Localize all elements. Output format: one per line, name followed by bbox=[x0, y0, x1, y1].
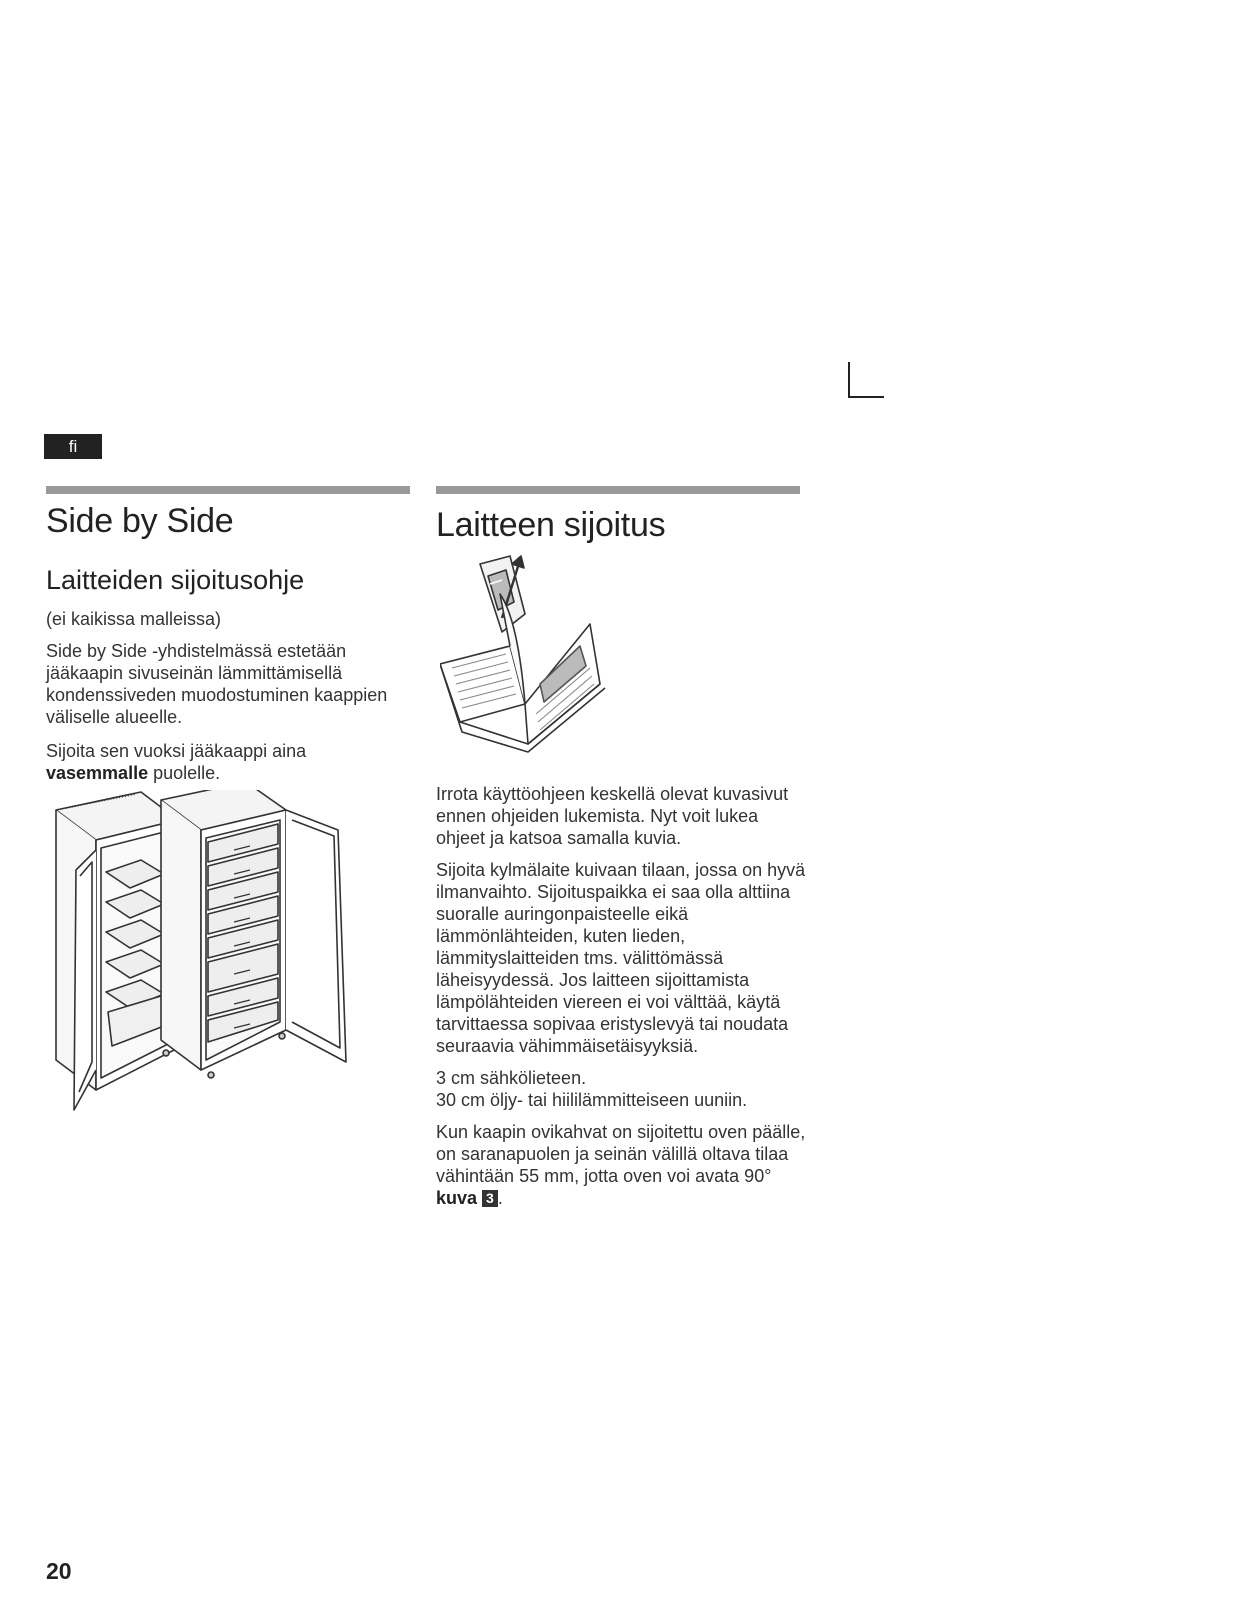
left-column bbox=[46, 496, 410, 784]
paragraph: Kun kaapin ovikahvat on sijoitettu oven päälle, on saranapuolen ja seinän välillä oltava tilaa vähintään 55 mm, jotta oven voi avata 90° kuva 3 . bbox=[436, 1122, 806, 1208]
distance-item: 3 cm sähkölieteen. bbox=[436, 1068, 587, 1088]
language-tag: fi bbox=[44, 434, 102, 459]
right-column bbox=[436, 500, 806, 545]
paragraph: Sijoita sen vuoksi jääkaappi aina vasemmalle puolelle. bbox=[46, 741, 307, 783]
emphasis: vasemmalle bbox=[46, 763, 149, 783]
section-rule-right bbox=[436, 486, 800, 494]
page-number: 20 bbox=[46, 1558, 72, 1584]
paragraph: Sijoita kylmälaite kuivaan tilaan, jossa on hyvä ilmanvaihto. Sijoituspaikka ei saa olla alttiina suoralle auringonpaisteelle eikä lämmönlähteiden, kuten lieden, lämmityslaitteiden tms. välittömässä läheisyydessä. Jos laitteen sijoittamista lämpölähteiden viereen ei voi välttää, käytä tarvittaessa sopivaa eristyslevyä tai noudata seuraavia vähimmäisetäisyyksiä. bbox=[436, 860, 806, 1056]
paragraph: Side by Side -yhdistelmässä estetään jääkaapin sivuseinän lämmittämisellä kondenssiveden muodostuminen kaappien väliselle alueelle. bbox=[46, 641, 388, 727]
section-rule-left bbox=[46, 486, 410, 494]
distance-list bbox=[436, 1067, 806, 1111]
figure-number-badge: 3 bbox=[482, 1190, 498, 1207]
section-subtitle: Laitteiden sijoitusohje bbox=[46, 565, 305, 595]
side-by-side-illustration bbox=[46, 790, 366, 1135]
paragraph: Irrota käyttöohjeen keskellä olevat kuvasivut ennen ohjeiden lukemista. Nyt voit lukea ohjeet ja katsoa samalla kuvia. bbox=[436, 784, 789, 848]
figure-label: kuva bbox=[436, 1188, 478, 1208]
placement-text bbox=[436, 783, 806, 1209]
distance-item: 30 cm öljy- tai hiililämmitteiseen uuniin. bbox=[436, 1090, 748, 1110]
section-title-side-by-side: Side by Side bbox=[46, 502, 234, 540]
model-note: (ei kaikissa malleissa) bbox=[46, 609, 222, 629]
open-book-illustration bbox=[440, 554, 620, 754]
crop-mark bbox=[848, 362, 884, 398]
section-title-placement: Laitteen sijoitus bbox=[436, 506, 666, 544]
